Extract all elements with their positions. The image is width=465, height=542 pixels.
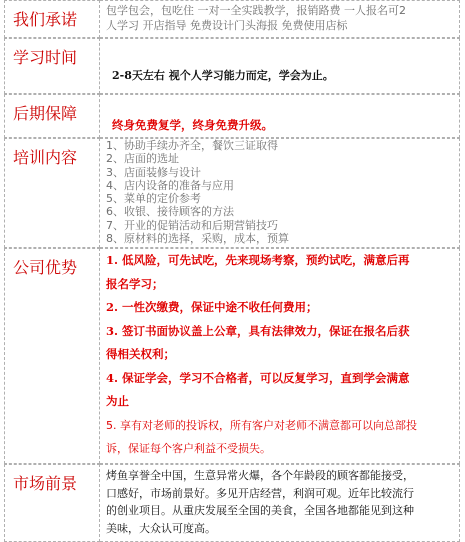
- advantage-text: 保证学会，学习不合格者，可以反复学习，直到学会满意: [122, 370, 410, 385]
- advantage-item: [106, 414, 453, 438]
- advantage-text: 签订书面协议盖上公章，具有法律效力，保证在报名后获: [122, 323, 410, 338]
- content-cell: [100, 138, 460, 248]
- content-cell: [100, 0, 460, 38]
- advantage-text: 享有对老师的投诉权，所有客户对老师不满意都可以向总部投: [120, 418, 417, 432]
- study-time-text: 2-8天左右 视个人学习能力而定，学会为止。: [112, 69, 334, 82]
- market-line: 烤鱼享誉全中国，生意异常火爆，各个年龄段的顾客都能接受，: [106, 469, 414, 482]
- training-item: 6、收银、接待顾客的方法: [106, 205, 234, 219]
- content-cell: [100, 38, 460, 94]
- label-cell: [4, 248, 100, 464]
- advantage-item: [106, 296, 453, 320]
- content-cell: [100, 248, 460, 464]
- advantage-item: [106, 367, 453, 391]
- advantage-item-cont: [106, 343, 453, 367]
- label-cell: [4, 464, 100, 542]
- advantage-number: 5.: [106, 418, 117, 432]
- row-label: 我们承诺: [13, 10, 78, 29]
- advantage-item-cont: [106, 390, 453, 414]
- market-line: 美味，大众认可度高。: [106, 521, 216, 535]
- guarantee-text: 终身免费复学，终身免费升级。: [112, 118, 273, 132]
- label-cell: [4, 38, 100, 94]
- row-label: 公司优势: [13, 258, 78, 277]
- advantage-text: 为止: [106, 394, 129, 408]
- content-cell: [100, 94, 460, 138]
- promise-line: 人学习 开店指导 免费设计门头海报 免费使用店标: [106, 18, 348, 32]
- promise-line: 包学包会，包吃住 一对一全实践教学，报销路费 一人报名可2: [106, 4, 406, 17]
- training-item: 1、协助手续办齐全，餐饮三证取得: [106, 139, 278, 152]
- advantage-text: 得相关权利；: [106, 347, 175, 361]
- training-item: 2、店面的选址: [106, 152, 179, 166]
- advantage-number: 2.: [106, 300, 119, 314]
- advantage-text: 低风险，可先试吃，先来现场考察，预约试吃，满意后再: [122, 253, 410, 267]
- training-item: 8、原材料的选择，采购，成本，预算: [106, 232, 289, 246]
- label-cell: [4, 138, 100, 248]
- advantage-item-cont: [106, 273, 453, 297]
- row-label: 学习时间: [13, 48, 78, 67]
- row-company-advantages: [4, 248, 460, 464]
- advantage-number: 3.: [106, 323, 119, 338]
- row-training-content: [4, 138, 460, 248]
- advantage-item-cont: [106, 437, 453, 461]
- training-item: 5、菜单的定价参考: [106, 192, 201, 206]
- market-line: 的创业项目。从重庆发展至全国的美食，全国各地都能见到这种: [106, 504, 414, 517]
- row-label: 后期保障: [13, 104, 78, 123]
- label-cell: [4, 0, 100, 38]
- advantage-item: [106, 249, 453, 273]
- row-label: 培训内容: [13, 148, 78, 167]
- training-item: 4、店内设备的准备与应用: [106, 178, 234, 192]
- training-item: 7、开业的促销活动和后期营销技巧: [106, 218, 278, 232]
- content-cell: [100, 464, 460, 542]
- training-item: 3、店面装修与设计: [106, 165, 201, 179]
- row-study-time: [4, 38, 460, 94]
- advantage-item: [106, 320, 453, 344]
- advantage-text: 报名学习；: [106, 276, 164, 291]
- advantage-text: 一性次缴费，保证中途不收任何费用；: [122, 300, 318, 314]
- row-market-outlook: [4, 464, 460, 542]
- row-label: 市场前景: [13, 474, 78, 493]
- advantage-number: 4.: [106, 370, 119, 385]
- advantage-text: 诉，保证每个客户利益不受损失。: [106, 442, 271, 455]
- row-guarantee: [4, 94, 460, 138]
- info-table: [4, 0, 460, 542]
- advantage-number: 1.: [106, 253, 119, 267]
- row-promise: [4, 0, 460, 38]
- label-cell: [4, 94, 100, 138]
- market-line: 口感好，市场前景好。多见开店经营，利润可观。近年比较流行: [106, 486, 414, 500]
